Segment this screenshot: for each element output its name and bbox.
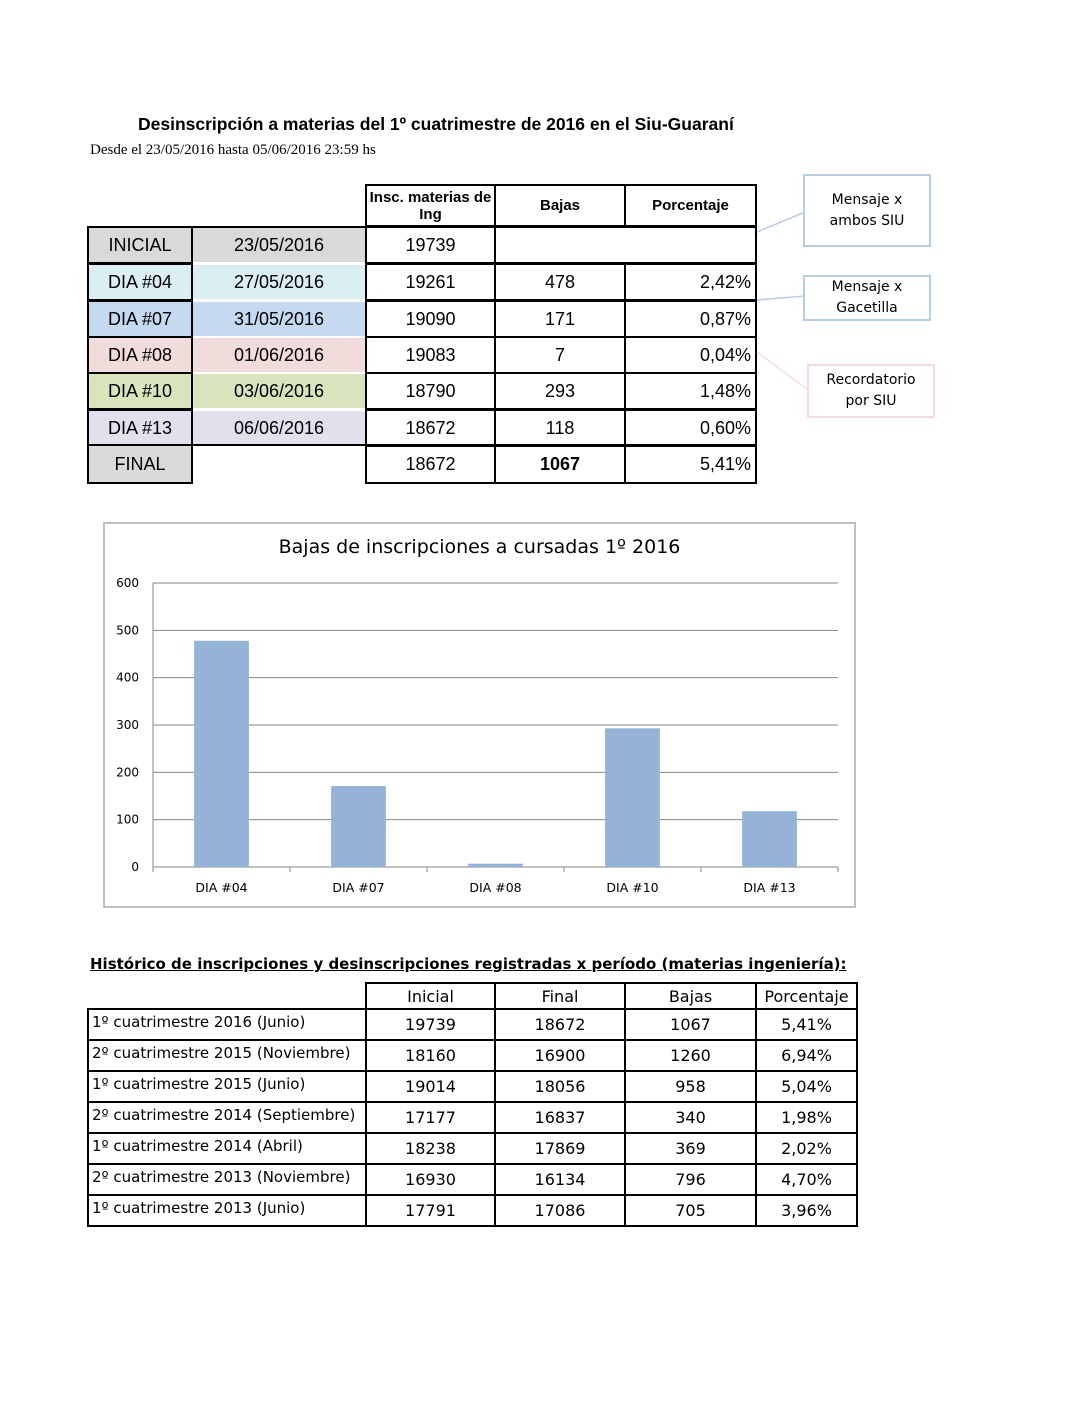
history-pct: 5,04% [755, 1070, 858, 1103]
row-insc: 19083 [365, 336, 496, 374]
date-range: Desde el 23/05/2016 hasta 05/06/2016 23:59 hs [90, 142, 376, 158]
y-tick-label: 500 [116, 623, 139, 638]
row-date: 03/06/2016 [193, 374, 365, 408]
history-title: Histórico de inscripciones y desinscripciones registradas x período (materias ingeniería): [90, 955, 847, 973]
row-label: DIA #08 [87, 336, 193, 374]
history-final: 17869 [494, 1132, 626, 1165]
y-tick-label: 0 [131, 860, 139, 874]
header-porcentaje: Porcentaje [624, 184, 757, 227]
row-label: DIA #13 [87, 409, 193, 447]
history-inicial: 17791 [365, 1194, 496, 1227]
history-pct: 5,41% [755, 1008, 858, 1041]
y-tick-label: 100 [116, 812, 139, 827]
history-pct: 6,94% [755, 1039, 858, 1072]
header-bajas: Bajas [494, 184, 626, 227]
history-header: Final [494, 982, 626, 1010]
x-tick-label: DIA #04 [195, 880, 248, 895]
history-inicial: 17177 [365, 1101, 496, 1134]
history-pct: 4,70% [755, 1163, 858, 1196]
note-text: Mensaje x Gacetilla [831, 279, 903, 316]
final-bajas: 1067 [494, 444, 626, 484]
history-bajas: 705 [624, 1194, 757, 1227]
history-period: 1º cuatrimestre 2013 (Junio) [87, 1194, 367, 1227]
history-header: Inicial [365, 982, 496, 1010]
row-insc: 19739 [365, 226, 496, 264]
row-bajas: 118 [494, 409, 626, 447]
history-pct: 3,96% [755, 1194, 858, 1227]
row-label: DIA #04 [87, 263, 193, 301]
history-bajas: 369 [624, 1132, 757, 1165]
history-bajas: 340 [624, 1101, 757, 1134]
y-tick-label: 600 [116, 576, 139, 590]
history-final: 18056 [494, 1070, 626, 1103]
row-date: 01/06/2016 [193, 338, 365, 372]
row-insc: 18672 [365, 409, 496, 447]
note-text: Recordatorio por SIU [826, 372, 916, 409]
history-period: 2º cuatrimestre 2014 (Septiembre) [87, 1101, 367, 1134]
chart-title: Bajas de inscripciones a cursadas 1º 2016 [278, 536, 681, 558]
history-inicial: 18238 [365, 1132, 496, 1165]
row-insc: 18790 [365, 372, 496, 410]
history-header: Bajas [624, 982, 757, 1010]
x-tick-label: DIA #07 [332, 880, 385, 895]
row-date: 23/05/2016 [193, 228, 365, 262]
final-label: FINAL [87, 444, 193, 484]
history-final: 16837 [494, 1101, 626, 1134]
y-tick-label: 200 [116, 765, 139, 780]
final-insc: 18672 [365, 444, 496, 484]
row-bajas: 7 [494, 336, 626, 374]
header-insc: Insc. materias de Ing [365, 184, 496, 227]
row-bajas: 293 [494, 372, 626, 410]
bar-dia-08 [468, 864, 523, 867]
y-tick-label: 300 [116, 718, 139, 732]
history-final: 18672 [494, 1008, 626, 1041]
row-label: INICIAL [87, 226, 193, 264]
row-porcentaje: 0,60% [624, 409, 757, 447]
history-pct: 2,02% [755, 1132, 858, 1165]
history-final: 16134 [494, 1163, 626, 1196]
history-inicial: 18160 [365, 1039, 496, 1072]
row-bajas: 171 [494, 300, 626, 338]
bar-dia-07 [331, 786, 386, 867]
history-inicial: 16930 [365, 1163, 496, 1196]
row-porcentaje: 0,04% [624, 336, 757, 374]
row-label: DIA #10 [87, 372, 193, 410]
x-tick-label: DIA #10 [606, 880, 659, 895]
history-final: 16900 [494, 1039, 626, 1072]
row-bajas: 478 [494, 263, 626, 301]
history-period: 2º cuatrimestre 2015 (Noviembre) [87, 1039, 367, 1072]
row-date: 06/06/2016 [193, 411, 365, 445]
history-period: 2º cuatrimestre 2013 (Noviembre) [87, 1163, 367, 1196]
y-tick-label: 400 [116, 670, 139, 685]
history-bajas: 1067 [624, 1008, 757, 1041]
history-header: Porcentaje [755, 982, 858, 1010]
history-bajas: 796 [624, 1163, 757, 1196]
row-insc: 19090 [365, 300, 496, 338]
row-label: DIA #07 [87, 300, 193, 338]
history-pct: 1,98% [755, 1101, 858, 1134]
row-date: 31/05/2016 [193, 302, 365, 336]
history-period: 1º cuatrimestre 2014 (Abril) [87, 1132, 367, 1165]
history-inicial: 19739 [365, 1008, 496, 1041]
x-tick-label: DIA #13 [743, 880, 796, 895]
note-text: Mensaje x ambos SIU [829, 191, 905, 229]
row-porcentaje: 2,42% [624, 263, 757, 301]
bar-dia-13 [742, 811, 797, 867]
bar-dia-10 [605, 728, 660, 867]
page-title: Desinscripción a materias del 1º cuatrimestre de 2016 en el Siu-Guaraní [138, 114, 734, 134]
row-date: 27/05/2016 [193, 265, 365, 299]
history-bajas: 1260 [624, 1039, 757, 1072]
history-final: 17086 [494, 1194, 626, 1227]
history-inicial: 19014 [365, 1070, 496, 1103]
row-insc: 19261 [365, 263, 496, 301]
bar-dia-04 [194, 641, 249, 867]
row-porcentaje: 1,48% [624, 372, 757, 410]
history-bajas: 958 [624, 1070, 757, 1103]
row-porcentaje: 0,87% [624, 300, 757, 338]
history-period: 1º cuatrimestre 2015 (Junio) [87, 1070, 367, 1103]
final-porcentaje: 5,41% [624, 444, 757, 484]
x-tick-label: DIA #08 [469, 880, 522, 895]
history-period: 1º cuatrimestre 2016 (Junio) [87, 1008, 367, 1041]
